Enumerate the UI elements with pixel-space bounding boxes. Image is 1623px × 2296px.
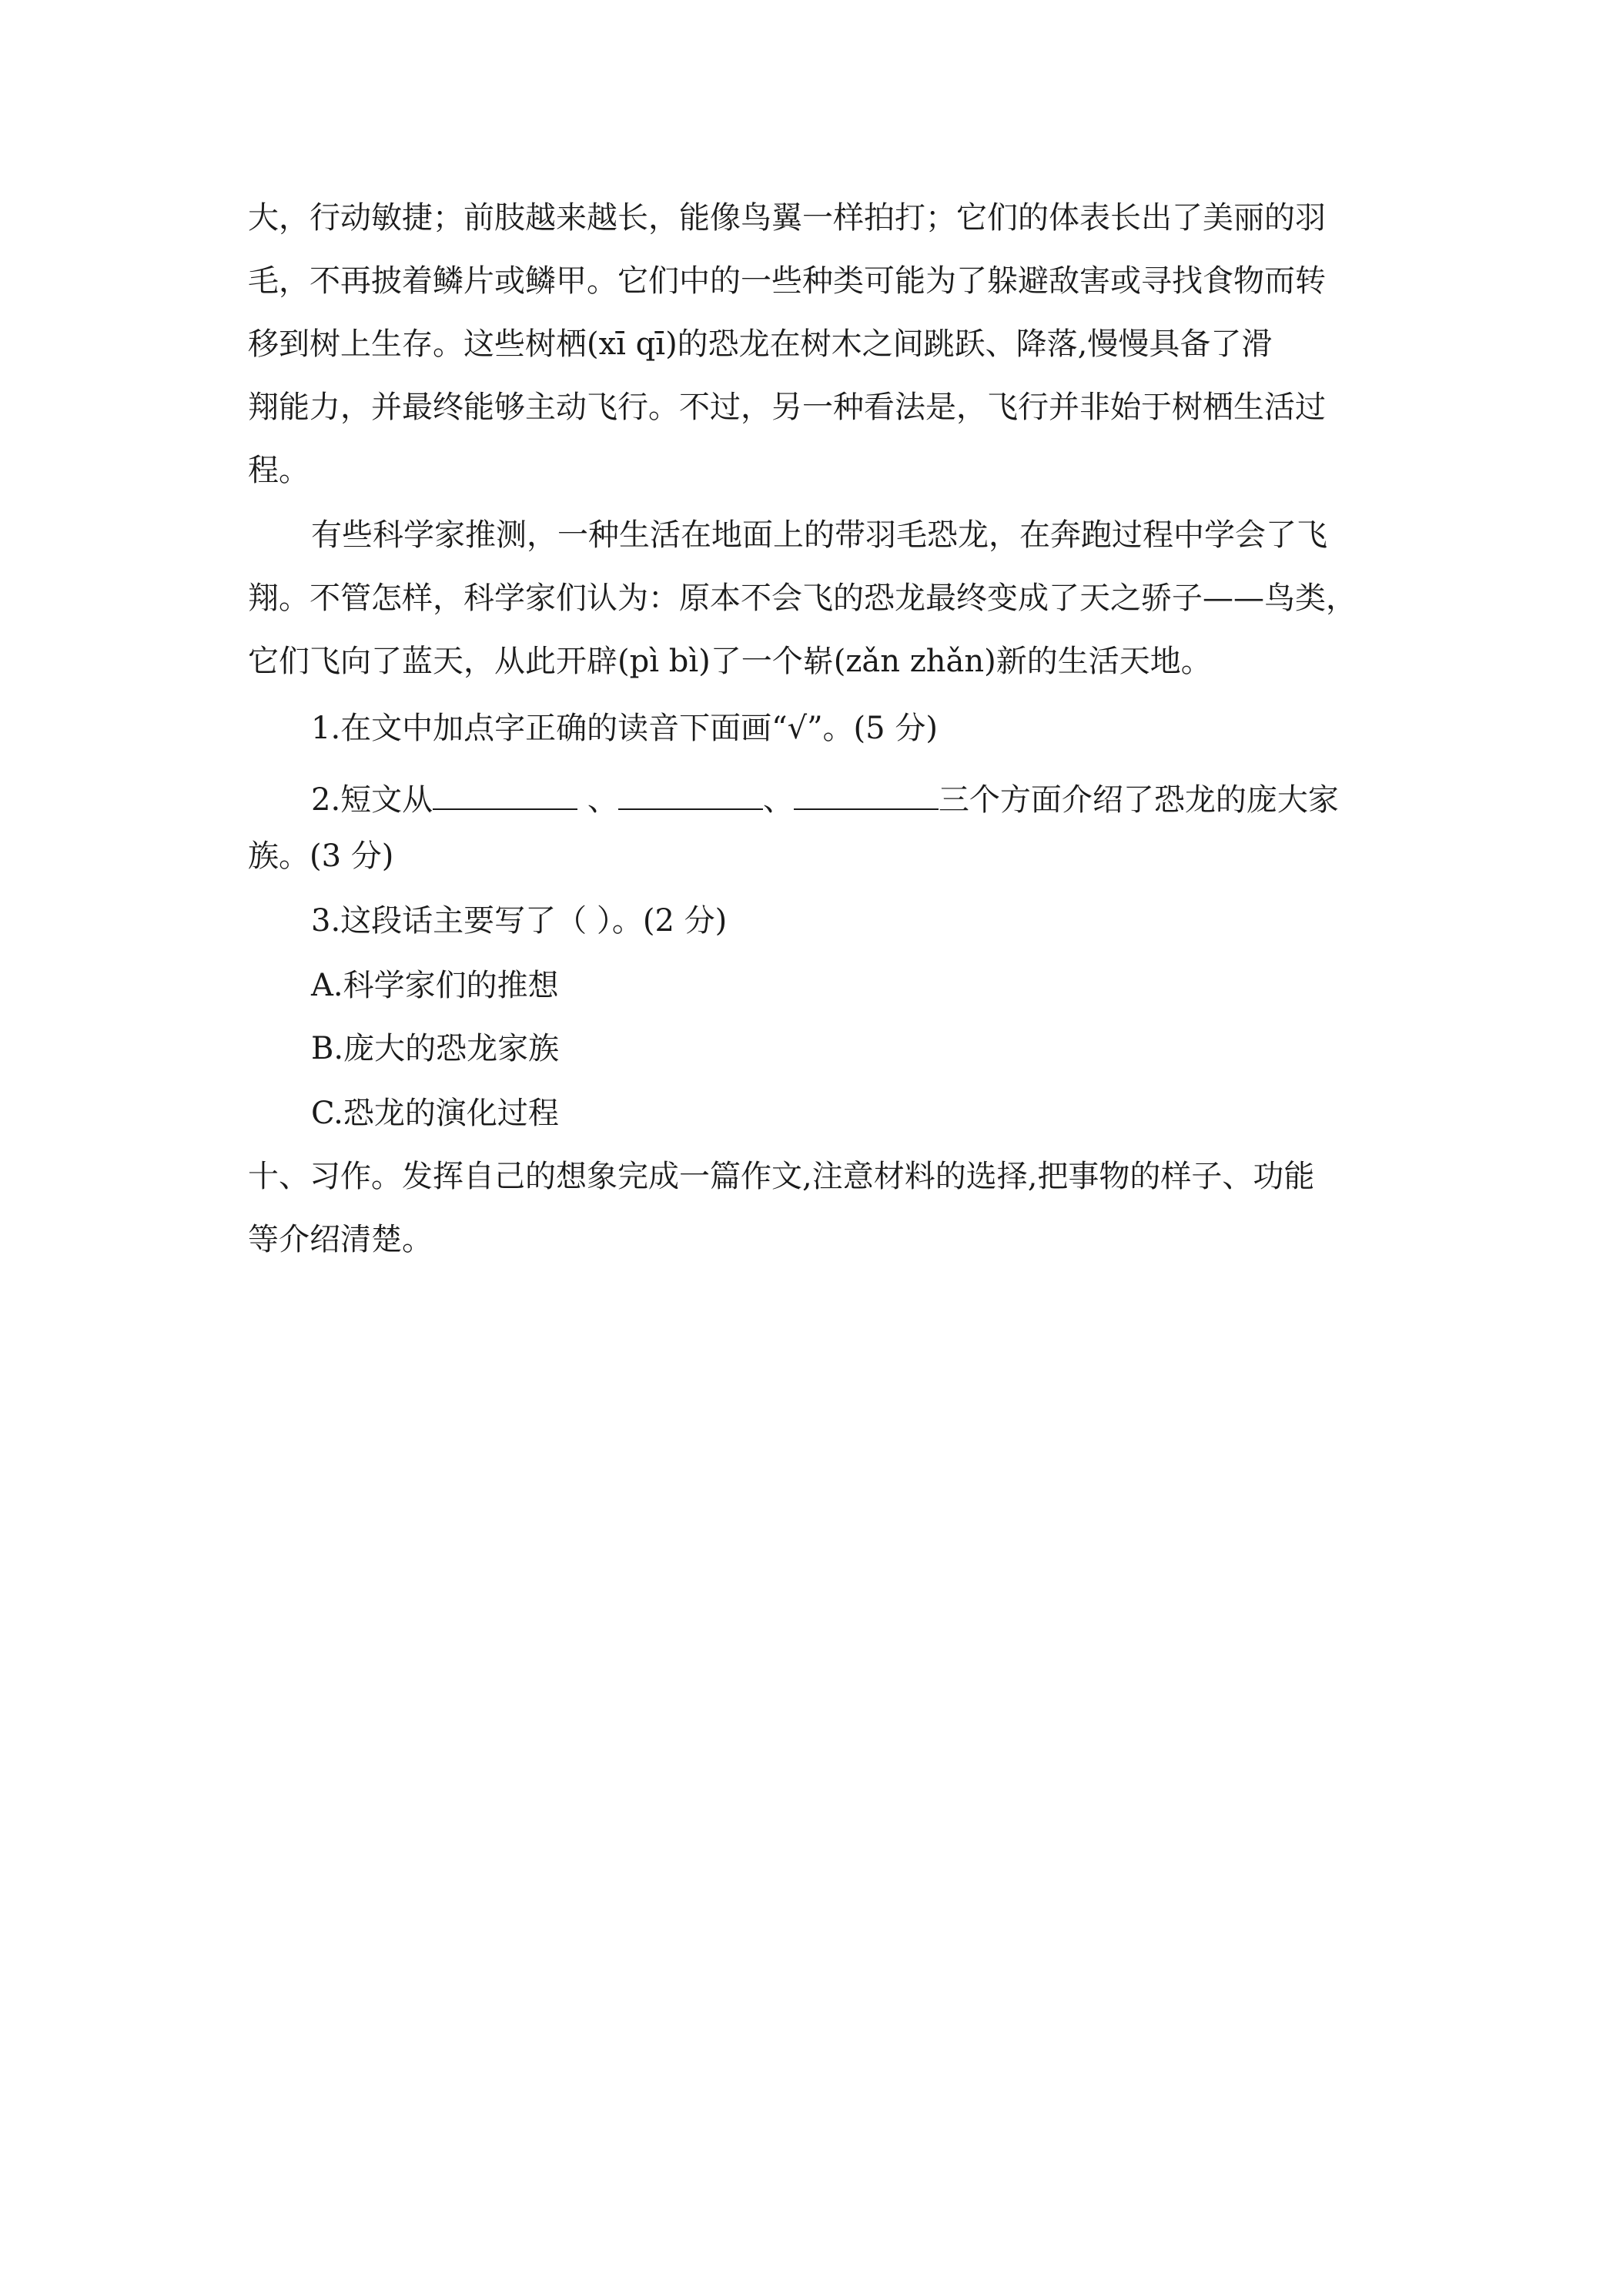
passage-line-3: 移到树上生存。这些树栖(xī qī)的恐龙在树木之间跳跃、降落,慢慢具备了滑 [248, 326, 1273, 362]
option-a[interactable]: A.科学家们的推想 [311, 968, 559, 1003]
option-b[interactable]: B.庞大的恐龙家族 [311, 1031, 560, 1066]
question-2 [248, 781, 1443, 818]
question-2-prefix: 2.短文从 [311, 782, 433, 818]
question-1: 1.在文中加点字正确的读音下面画“√”。(5 分) [311, 711, 938, 746]
section-10-line-1: 十、习作。发挥自己的想象完成一篇作文,注意材料的选择,把事物的样子、功能 [248, 1159, 1315, 1194]
passage-line-6: 有些科学家推测，一种生活在地面上的带羽毛恐龙，在奔跑过程中学会了飞 [311, 517, 1327, 553]
answer-blank-2[interactable] [618, 781, 763, 810]
passage-line-4: 翔能力，并最终能够主动飞行。不过，另一种看法是，飞行并非始于树栖生活过 [248, 390, 1326, 425]
question-2-suffix: 三个方面介绍了恐龙的庞大家 [938, 782, 1339, 818]
passage-line-1: 大，行动敏捷；前肢越来越长，能像鸟翼一样拍打；它们的体表长出了美丽的羽 [248, 200, 1326, 236]
option-c[interactable]: C.恐龙的演化过程 [311, 1096, 559, 1131]
passage-line-2: 毛，不再披着鳞片或鳞甲。它们中的一些种类可能为了躲避敌害或寻找食物而转 [248, 263, 1326, 299]
passage-line-7: 翔。不管怎样，科学家们认为：原本不会飞的恐龙最终变成了天之骄子——鸟类， [248, 581, 1357, 616]
question-3: 3.这段话主要写了（ ）。(2 分) [311, 903, 728, 939]
question-2-sep-1: 、 [577, 782, 618, 818]
answer-blank-1[interactable] [433, 781, 577, 810]
section-10-line-2: 等介绍清楚。 [248, 1222, 433, 1257]
answer-blank-3[interactable] [794, 781, 939, 810]
passage-line-8: 它们飞向了蓝天，从此开辟(pì bì)了一个崭(zǎn zhǎn)新的生活天地。 [248, 644, 1212, 679]
question-2-sep-2: 、 [762, 782, 794, 818]
passage-line-5: 程。 [248, 453, 310, 488]
question-2-line-2: 族。(3 分) [248, 838, 394, 874]
